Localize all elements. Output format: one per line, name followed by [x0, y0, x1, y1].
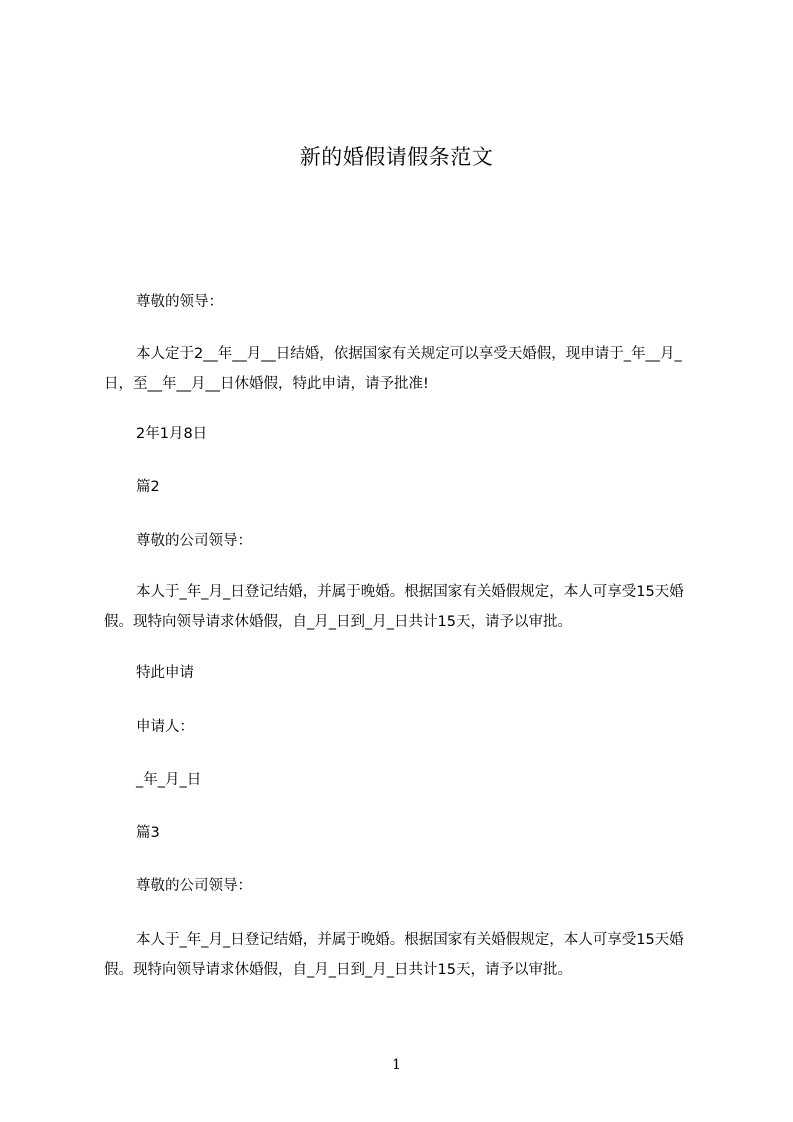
date-line: _年_月_日: [136, 772, 202, 788]
salutation: 尊敬的公司领导：: [136, 878, 252, 894]
salutation: 尊敬的公司领导：: [136, 533, 252, 549]
section-heading: 篇3: [136, 825, 160, 841]
body-paragraph: 本人于_年_月_日登记结婚，并属于晚婚。根据国家有关婚假规定，本人可享受15天婚假。现特向领导请求休婚假，自_月_日到_月_日共计15天，请予以审批。: [104, 932, 684, 978]
section-heading: 篇2: [136, 479, 160, 495]
applicant-line: 申请人：: [136, 719, 194, 735]
body-paragraph: 本人定于2__年__月__日结婚，依据国家有关规定可以享受天婚假，现申请于_年__月_日，至__年__月__日休婚假，特此申请，请予批准!: [104, 346, 682, 392]
salutation: 尊敬的领导：: [136, 294, 223, 310]
body-paragraph: 本人于_年_月_日登记结婚，并属于晚婚。根据国家有关婚假规定，本人可享受15天婚假。现特向领导请求休婚假，自_月_日到_月_日共计15天，请予以审批。: [104, 584, 684, 630]
page-number: 1: [392, 1057, 401, 1073]
date-line: 2年1月8日: [136, 426, 208, 442]
closing-line: 特此申请: [136, 665, 194, 681]
document-title: 新的婚假请假条范文: [299, 145, 494, 169]
